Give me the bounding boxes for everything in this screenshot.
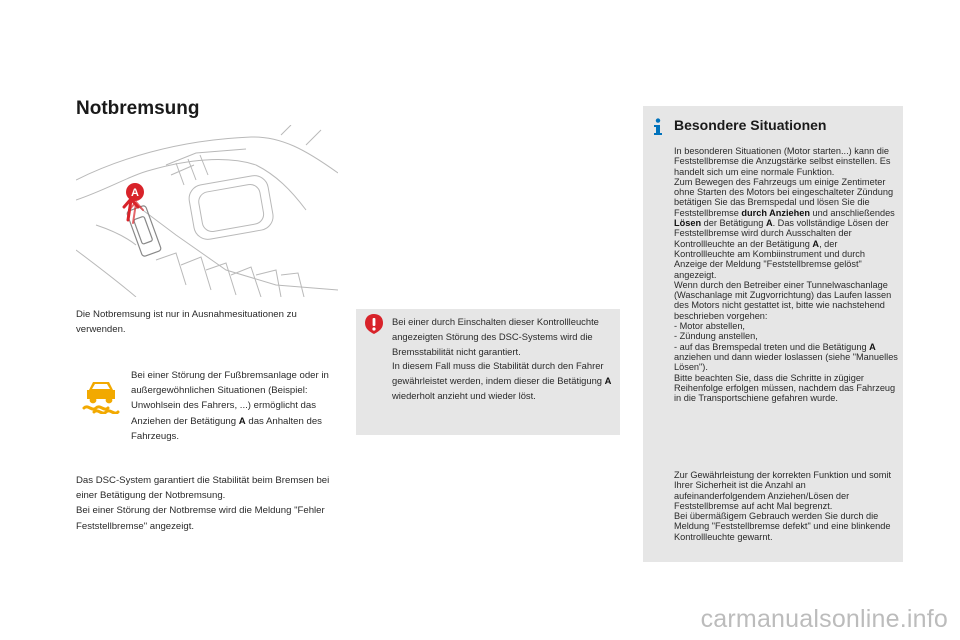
watermark: carmanualsonline.info (700, 605, 948, 633)
intro-text: Die Notbremsung ist nur in Ausnahmesituationen zu verwenden. (76, 309, 297, 336)
control-label-a: A (131, 187, 139, 199)
dsc-text: Das DSC-System garantiert die Stabilität beim Bremsen bei einer Betätigung der Notbremsung. Bei einer Störung der Notbremse wird die Meldung "Fehler Feststellbremse" angezeigt. (76, 475, 330, 532)
sidebar-title: Besondere Situationen (674, 117, 827, 133)
sidebar-paragraph-2: Zur Gewährleistung der korrekten Funktion und somit Ihrer Sicherheit ist die Anzahl an aufeinanderfolgendem Anziehen/Lösen der Feststellbremse auf acht Mal begrenzt. Bei übermäßigem Gebrauch werden Sie durch die Meldung "Feststellbremse defekt" und eine blinkende Kontrollleuchte gewarnt. (674, 470, 892, 542)
warning-text: Bei einer durch Einschalten dieser Kontrollleuchte angezeigten Störung des DSC-Systems wird die Bremsstabilität nicht garantiert. In diesem Fall muss die Stabilität durch den Fahrer gewährleistet werden, indem dieser die Betätigung A wiederholt anzieht und wieder löst. (392, 316, 612, 401)
brake-warning-icon (80, 372, 122, 414)
sidebar-paragraph-1: In besonderen Situationen (Motor starten...) kann die Feststellbremse die Anzugstärke selbst einstellen. Es handelt sich um eine normale Funktion. Zum Bewegen des Fahrzeugs um einige Zentimeter ohne Starten des Motors bei eingeschalteter Zündung betätigen Sie das Bremspedal und lösen Sie die Feststellbremse durch Anziehen und anschließendes Lösen der Betätigung A. Das vollständige Lösen der Feststellbremse wird durch Ausschalten der Kontrollleuchte an der Betätigung A, der Kontrollleuchte am Kombiinstrument und durch Anzeige der Meldung "Feststellbremse gelöst" angezeigt. Wenn durch den Betreiber einer Tunnelwaschanlage (Waschanlage mit Zugvorrichtung) das Laufen lassen des Motors nicht gestattet ist, bitte wie nachstehend beschrieben vorgehen: - Motor abstellen, - Zündung anstellen, - auf das Bremspedal treten und die Betätigung A anziehen und dann wieder loslassen (siehe "Manuelles Lösen"). Bitte beachten Sie, dass die Schritte in zügiger Reihenfolge erfolgen müssen, nachdem das Fahrzeug in die Transportschiene gefahren wurde. (674, 146, 898, 404)
brake-failure-text: Bei einer Störung der Fußbremsanlage oder in außergewöhnlichen Situationen (Beispiel: Unwohlsein des Fahrers, ...) ermöglicht das Anziehen der Betätigung A das Anhalten des Fahrzeugs. (131, 370, 329, 442)
page-title: Notbremsung (76, 98, 200, 119)
info-icon (650, 118, 666, 136)
warning-icon (364, 313, 384, 335)
parking-brake-illustration (76, 125, 338, 297)
